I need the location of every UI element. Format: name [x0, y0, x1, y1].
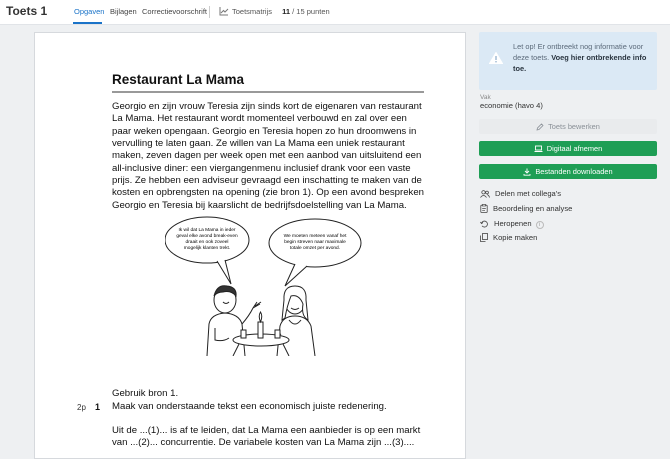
tab-bijlagen[interactable]: Bijlagen — [110, 7, 137, 16]
paragraph-line: maken, zeven dagen per week open met een aanbod van uitsluitend een — [112, 150, 422, 162]
download-files-button[interactable] — [479, 164, 657, 179]
document-title: Restaurant La Mama — [112, 72, 245, 87]
question-line: van ...(2)... concurrentie. De variabele kosten van La Mama zijn ...(3).... — [112, 437, 415, 449]
question-line: Uit de ...(1)... is af te leiden, dat La Mama een aanbieder is op een markt — [112, 425, 421, 436]
edit-test-label: Toets bewerken — [548, 122, 600, 131]
tab-opgaven[interactable]: Opgaven — [74, 7, 105, 16]
reopen-icon — [480, 220, 489, 228]
people-icon — [480, 190, 490, 198]
top-bar — [0, 0, 670, 25]
title-rule — [112, 91, 424, 93]
question-points: 2p — [77, 403, 86, 412]
page-title: Toets 1 — [6, 4, 48, 18]
intro-paragraph — [112, 101, 432, 212]
toetsmatrijs-link[interactable] — [219, 7, 330, 16]
digital-administer-button[interactable] — [479, 141, 657, 156]
woman-figure — [273, 286, 315, 356]
points-value: 11 — [282, 7, 291, 16]
paragraph-line: paar weken opengaan. Georgio en Teresia hopen zo hun droomwens in — [112, 125, 417, 137]
paragraph-line: vervulling te laten gaan. Ze willen van La Mama een uniek restaurant — [112, 138, 405, 150]
edit-test-button[interactable] — [479, 119, 657, 134]
share-label: Delen met collega's — [495, 189, 562, 198]
paragraph-line: La Mama. Het restaurant wordt momenteel verbouwd en zal over een — [112, 113, 407, 125]
make-copy-link[interactable] — [480, 233, 537, 242]
digital-administer-label: Digitaal afnemen — [546, 144, 603, 153]
bubble-left-line: geval elke avond break-even — [176, 234, 238, 239]
assessment-analysis-link[interactable] — [480, 204, 572, 213]
question-body — [112, 425, 420, 450]
add-info-link[interactable]: Voeg hier ontbrekende info toe. — [513, 53, 647, 73]
copy-label: Kopie maken — [493, 233, 538, 242]
active-tab-indicator — [73, 22, 102, 24]
paragraph-line: all-inclusive diner: een viergangenmenu inclusief drank voor een vaste — [112, 162, 411, 174]
bubble-left-line: draait en ook zoveel — [185, 240, 229, 245]
copy-icon — [480, 233, 488, 242]
bubble-right-line: begin streven naar maximale — [284, 240, 346, 245]
tab-correctievoorschrift[interactable]: Correctievoorschrift — [142, 7, 208, 16]
paragraph-line: Georgio en Teresia bij kaarslicht de bedrijfsdoelstelling van La Mama. — [112, 199, 407, 211]
download-icon — [523, 168, 531, 176]
toetsmatrijs-label: Toetsmatrijs — [232, 7, 273, 16]
chart-icon — [219, 7, 229, 16]
clipboard-icon — [480, 204, 488, 213]
missing-info-notice — [479, 32, 657, 90]
share-with-colleagues-link[interactable] — [480, 189, 561, 198]
vak-label: Vak — [480, 94, 491, 101]
points-summary — [282, 7, 330, 16]
question-text: Maak van onderstaande tekst een economisch juiste redenering. — [112, 401, 387, 412]
source-reference: Gebruik bron 1. — [112, 388, 179, 399]
laptop-icon — [534, 145, 543, 153]
paragraph-line: kosten en opbrengsten na opening (zie bron 1). Op een avond bespreken — [112, 187, 425, 199]
divider — [209, 6, 210, 18]
bubble-right-line: We moeten meteen vanaf het — [283, 234, 347, 239]
bubble-left-line: mogelijk klanten trekt. — [183, 246, 231, 251]
paragraph-line: prijs. Ze hebben een adviseur gevraagd een inschatting te maken van de — [112, 175, 422, 187]
cartoon-illustration — [165, 216, 363, 356]
pencil-icon — [536, 123, 544, 131]
notice-message — [513, 41, 653, 74]
document-page[interactable] — [34, 32, 466, 459]
vak-value: economie (havo 4) — [480, 101, 543, 110]
points-suffix: / 15 punten — [292, 7, 330, 16]
reopen-label: Heropenen — [494, 219, 532, 228]
reopen-link[interactable] — [480, 219, 544, 229]
info-icon[interactable]: i — [536, 221, 544, 229]
download-files-label: Bestanden downloaden — [535, 167, 613, 176]
notice-text: Let op! Er ontbreekt nog informatie voor deze toets. — [513, 42, 644, 62]
question-number: 1 — [95, 402, 101, 412]
warning-icon — [489, 52, 503, 64]
bubble-left-line: Ik wil dat La Mama in ieder — [178, 228, 236, 233]
paragraph-line: Georgio en zijn vrouw Teresia zijn sinds kort de eigenaren van restaurant — [112, 101, 422, 112]
bubble-right-line: totale omzet per avond. — [289, 246, 341, 251]
assessment-label: Beoordeling en analyse — [493, 204, 573, 213]
